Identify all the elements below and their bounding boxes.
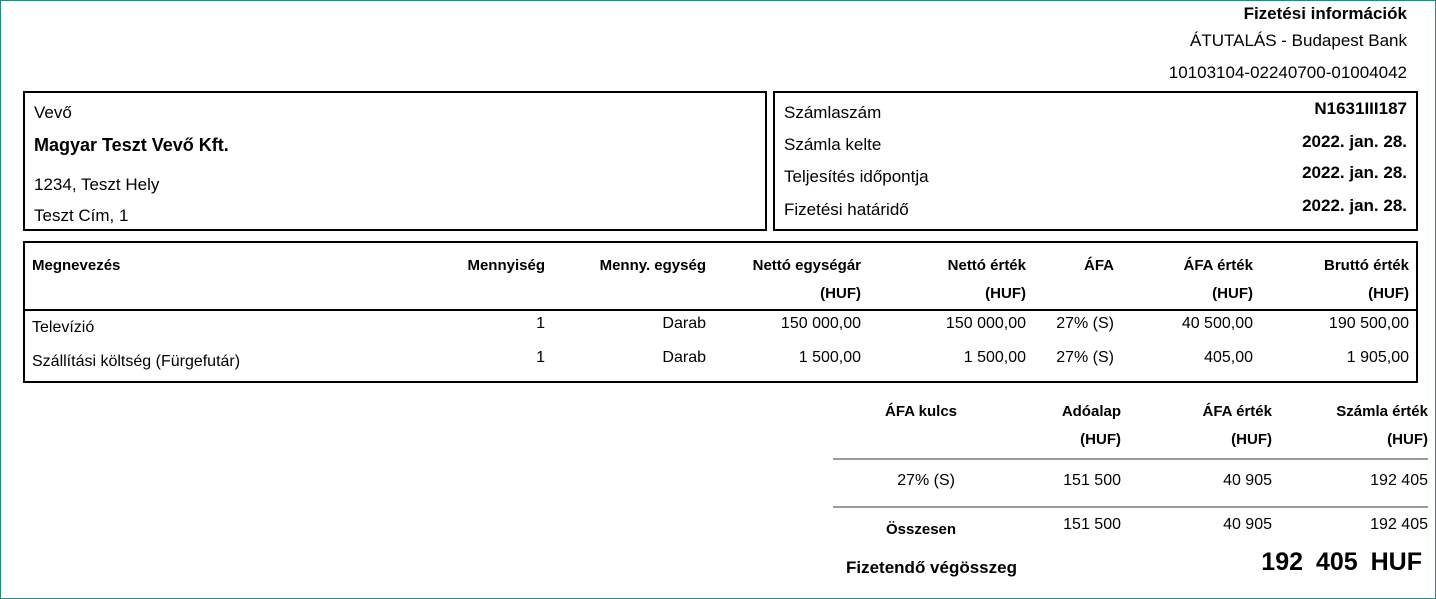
item-gross-value: 190 500,00 [1328, 315, 1409, 332]
item-net-value: 150 000,00 [945, 315, 1026, 332]
fulfillment-date-label: Teljesítés időpontja [784, 167, 929, 186]
payment-deadline-label: Fizetési határidő [784, 200, 909, 219]
fulfillment-date-value: 2022. jan. 28. [1302, 163, 1407, 182]
invoice-date-value: 2022. jan. 28. [1302, 132, 1407, 151]
col-header-quantity: Mennyiség [467, 257, 545, 274]
item-quantity: 1 [536, 349, 545, 366]
buyer-address-line1: 1234, Teszt Hely [34, 175, 160, 194]
col-header-vat-value-currency: (HUF) [1212, 285, 1253, 302]
summary-header-vat-rate: ÁFA kulcs [885, 403, 957, 420]
item-vat-value: 405,00 [1204, 349, 1253, 366]
payment-info-title: Fizetési információk [1243, 4, 1407, 23]
invoice-number-label: Számlaszám [784, 103, 882, 122]
summary-header-vat-value: ÁFA érték [1202, 403, 1272, 420]
buyer-address-line2: Teszt Cím, 1 [34, 206, 129, 225]
buyer-box [23, 91, 767, 231]
item-name: Televízió [32, 319, 95, 336]
summary-invoice-value: 192 405 [1370, 472, 1428, 489]
col-header-vat: ÁFA [1084, 257, 1114, 274]
invoice-meta-box [773, 91, 1418, 231]
summary-header-vat-value-currency: (HUF) [1231, 431, 1272, 448]
summary-total-vat-value: 40 905 [1223, 516, 1272, 533]
buyer-name: Magyar Teszt Vevő Kft. [34, 135, 229, 155]
col-header-net-value: Nettó érték [947, 257, 1026, 274]
col-header-name: Megnevezés [32, 257, 121, 274]
payment-method: ÁTUTALÁS - Budapest Bank [1189, 31, 1407, 50]
summary-total-invoice-value: 192 405 [1370, 516, 1428, 533]
summary-header-invoice-value-currency: (HUF) [1387, 431, 1428, 448]
amount-due-label: Fizetendő végösszeg [846, 558, 1017, 577]
summary-total-tax-base: 151 500 [1063, 516, 1121, 533]
summary-vat-value: 40 905 [1223, 472, 1272, 489]
item-vat: 27% (S) [1056, 349, 1114, 366]
items-table [23, 241, 1418, 383]
invoice-date-label: Számla kelte [784, 135, 882, 154]
item-net-unit-price: 150 000,00 [780, 315, 861, 332]
bank-account-number: 10103104-02240700-01004042 [1168, 63, 1407, 82]
item-unit: Darab [662, 349, 706, 366]
item-net-unit-price: 1 500,00 [798, 349, 861, 366]
col-header-gross-value-currency: (HUF) [1368, 285, 1409, 302]
summary-tax-base: 151 500 [1063, 472, 1121, 489]
item-vat: 27% (S) [1056, 315, 1114, 332]
col-header-net-value-currency: (HUF) [985, 285, 1026, 302]
col-header-net-unit-price: Nettó egységár [752, 257, 861, 274]
summary-header-tax-base-currency: (HUF) [1080, 431, 1121, 448]
col-header-gross-value: Bruttó érték [1323, 257, 1409, 274]
item-quantity: 1 [536, 315, 545, 332]
item-gross-value: 1 905,00 [1346, 349, 1409, 366]
item-net-value: 1 500,00 [963, 349, 1026, 366]
summary-vat-rate: 27% (S) [897, 472, 955, 489]
table-header-divider [25, 309, 1416, 311]
payment-deadline-value: 2022. jan. 28. [1302, 196, 1407, 215]
summary-total-divider [833, 506, 1428, 508]
item-name: Szállítási költség (Fürgefutár) [32, 353, 241, 370]
col-header-vat-value: ÁFA érték [1183, 257, 1253, 274]
item-vat-value: 40 500,00 [1181, 315, 1253, 332]
buyer-label: Vevő [34, 103, 72, 122]
summary-total-label: Összesen [886, 521, 957, 538]
invoice-number-value: N1631III187 [1314, 99, 1407, 118]
summary-header-divider [833, 458, 1428, 460]
amount-due-value: 192 405 HUF [1261, 548, 1422, 576]
summary-header-tax-base: Adóalap [1061, 403, 1121, 420]
item-unit: Darab [662, 315, 706, 332]
col-header-net-unit-price-currency: (HUF) [820, 285, 861, 302]
summary-header-invoice-value: Számla érték [1336, 403, 1428, 420]
col-header-unit: Menny. egység [599, 257, 706, 274]
